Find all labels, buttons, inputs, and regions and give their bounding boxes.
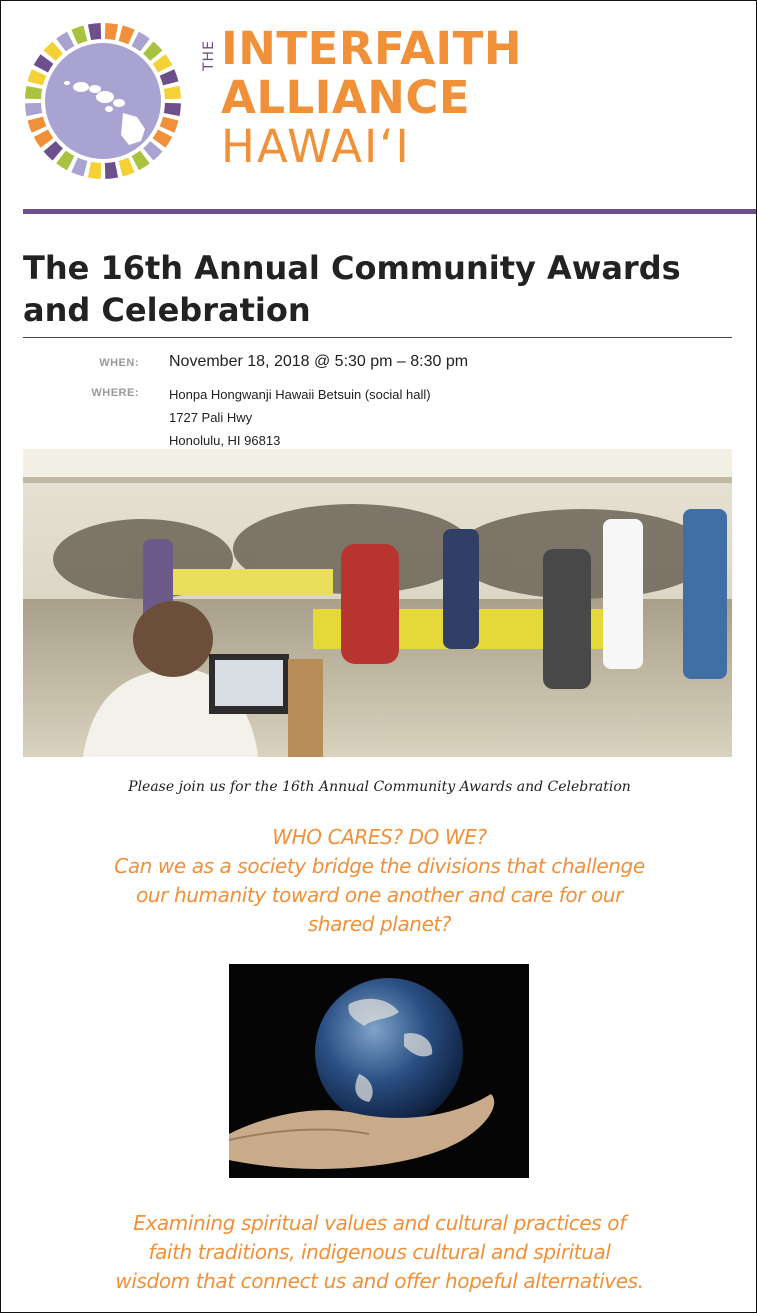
where-label: WHERE:: [91, 387, 139, 399]
invitation-caption: Please join us for the 16th Annual Community Awards and Celebration: [128, 779, 631, 795]
where-value: [169, 383, 431, 452]
when-value: November 18, 2018 @ 5:30 pm – 8:30 pm: [169, 353, 469, 370]
venue-name: Honpa Hongwanji Hawaii Betsuin (social hall): [169, 387, 431, 402]
logo-the-text: THE: [201, 40, 217, 71]
event-crowd-photo: [23, 449, 732, 757]
title-divider: [23, 337, 732, 338]
question-line: shared planet?: [307, 912, 452, 936]
venue-street: 1727 Pali Hwy: [169, 410, 253, 425]
venue-city: Honolulu, HI 96813: [169, 433, 281, 448]
closing-line: faith traditions, indigenous cultural and spiritual: [148, 1240, 611, 1264]
closing-text: [61, 1209, 698, 1296]
logo-line-alliance: ALLIANCE: [221, 71, 471, 124]
when-label: WHEN:: [99, 357, 139, 369]
closing-line: wisdom that connect us and offer hopeful alternatives.: [115, 1269, 644, 1293]
interfaith-alliance-logo-icon[interactable]: [23, 21, 183, 181]
question-line: our humanity toward one another and care for our: [136, 883, 623, 907]
question-line: Can we as a society bridge the divisions that challenge: [114, 854, 645, 878]
event-title: The 16th Annual Community Awards and Celebration: [23, 249, 681, 329]
earth-in-hand-image: [229, 964, 529, 1178]
question-text: [61, 823, 698, 939]
header-divider: [23, 209, 757, 214]
closing-line: Examining spiritual values and cultural practices of: [133, 1211, 626, 1235]
logo-line-hawaii: HAWAIʻI: [221, 120, 411, 173]
question-line: WHO CARES? DO WE?: [272, 825, 487, 849]
logo-line-interfaith: INTERFAITH: [221, 22, 522, 75]
